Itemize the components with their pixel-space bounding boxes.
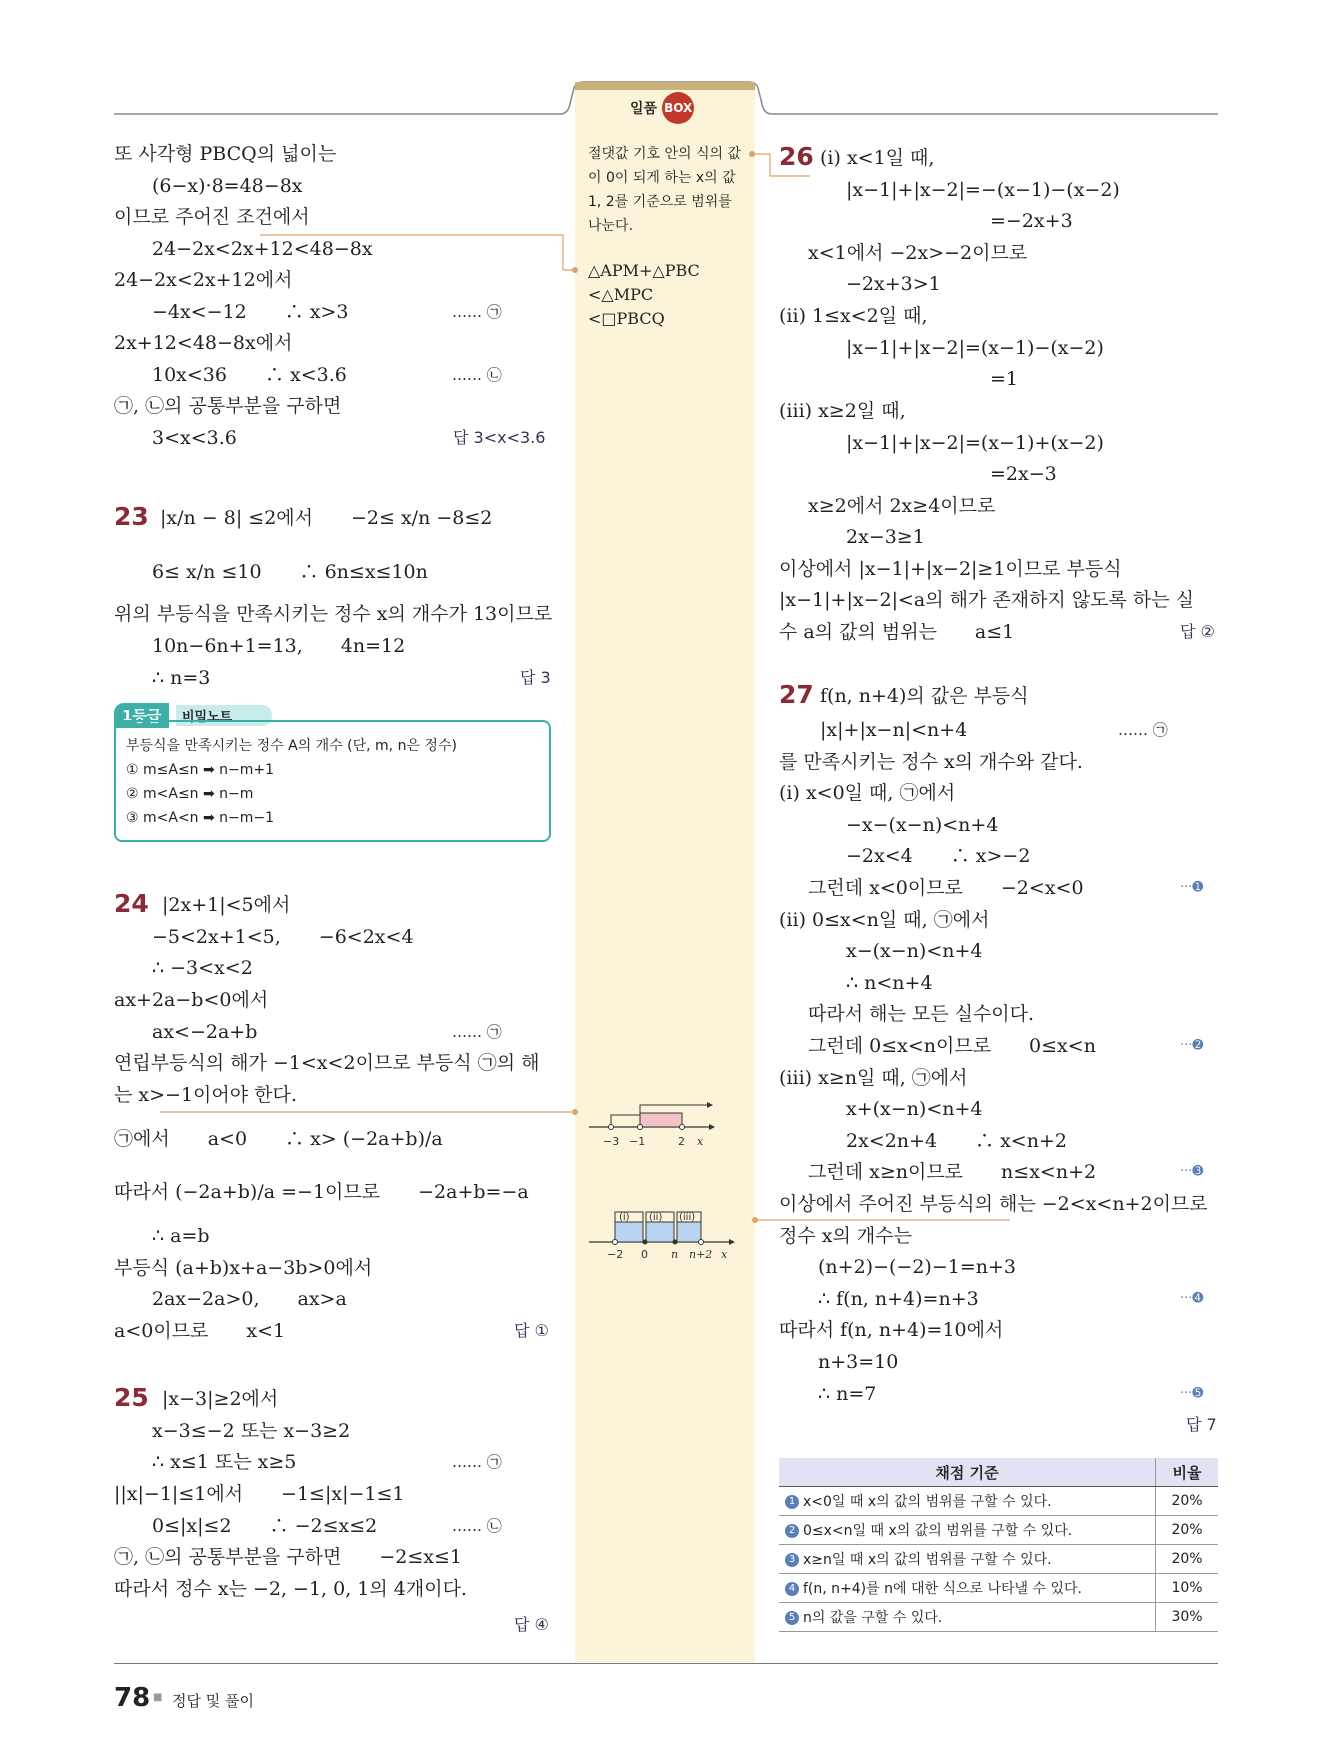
table-row bbox=[779, 1545, 1218, 1574]
q23-line: ∴ n=3 bbox=[152, 667, 211, 689]
q22-line: (6−x)·8=48−8x bbox=[152, 175, 303, 197]
q24-line: ax+2a−b<0에서 bbox=[114, 989, 269, 1011]
q23-line: 10n−6n+1=13, 4n=12 bbox=[152, 635, 406, 657]
q24-line: a<0이므로 x<1 bbox=[114, 1320, 286, 1342]
nl1-tick: −3 bbox=[603, 1135, 620, 1148]
q27-line: (i) x<0일 때, ㉠에서 bbox=[779, 782, 956, 804]
q23-line: 6≤ x/n ≤10 ∴ 6n≤x≤10n bbox=[152, 561, 428, 583]
note-line: 부등식을 만족시키는 정수 A의 개수 (단, m, n은 정수) bbox=[126, 738, 457, 754]
q26-line: 이상에서 |x−1|+|x−2|≥1이므로 부등식 bbox=[779, 558, 1122, 580]
q26-line: =−2x+3 bbox=[990, 210, 1073, 232]
row-text: n의 값을 구할 수 있다. bbox=[803, 1610, 943, 1626]
q27-line: ∴ n=7 bbox=[818, 1383, 877, 1405]
q27-line: 따라서 해는 모든 실수이다. bbox=[808, 1003, 1035, 1025]
table-row bbox=[779, 1516, 1218, 1545]
q27-line: 따라서 f(n, n+4)=10에서 bbox=[779, 1319, 1004, 1341]
row-number: 1 bbox=[785, 1495, 799, 1509]
q22-tag: …… ㉡ bbox=[452, 366, 502, 384]
q24-number: 24 bbox=[114, 889, 149, 918]
row-pct: 20% bbox=[1156, 1516, 1219, 1545]
row-pct: 20% bbox=[1156, 1545, 1219, 1574]
q26-number: 26 bbox=[779, 142, 814, 171]
q25-line: 따라서 정수 x는 −2, −1, 0, 1의 4개이다. bbox=[114, 1578, 467, 1600]
footer-rule bbox=[114, 1663, 1218, 1664]
row-number: 2 bbox=[785, 1524, 799, 1538]
nl1-tick: x bbox=[697, 1135, 704, 1148]
q22-line: 3<x<3.6 bbox=[152, 427, 237, 449]
row-text: 0≤x<n일 때 x의 값의 범위를 구할 수 있다. bbox=[803, 1523, 1073, 1539]
q24-line: 는 x>−1이어야 한다. bbox=[114, 1084, 297, 1106]
q24-line: |2x+1|<5에서 bbox=[162, 894, 291, 916]
q24-tag: …… ㉠ bbox=[452, 1023, 502, 1041]
scoring-header: 비율 bbox=[1156, 1458, 1219, 1487]
row-pct: 20% bbox=[1156, 1487, 1219, 1516]
q26-line: (i) x<1일 때, bbox=[820, 147, 935, 169]
row-pct: 30% bbox=[1156, 1603, 1219, 1632]
q27-line: 그런데 x<0이므로 −2<x<0 bbox=[808, 877, 1084, 899]
q24-line: 연립부등식의 해가 −1<x<2이므로 부등식 ㉠의 해 bbox=[114, 1052, 540, 1074]
q26-line: −2x+3>1 bbox=[846, 273, 941, 295]
step-marker: ···➊ bbox=[1180, 880, 1204, 895]
mid-note2-line: <□PBCQ bbox=[588, 309, 665, 328]
q22-tag: …… ㉠ bbox=[452, 303, 502, 321]
badge-left: 일품 bbox=[630, 101, 658, 117]
step-marker: ···➌ bbox=[1180, 1164, 1204, 1179]
nl2-label: (ii) bbox=[649, 1212, 663, 1223]
page-number: 78 bbox=[114, 1683, 151, 1713]
row-text: x<0일 때 x의 값의 범위를 구할 수 있다. bbox=[803, 1494, 1052, 1510]
q24-line: ∴ −3<x<2 bbox=[152, 957, 253, 979]
nl2-tick: 0 bbox=[641, 1248, 648, 1260]
mid-note1-line: 이 0이 되게 하는 x의 값 bbox=[588, 170, 736, 186]
mid-note2-line: <△MPC bbox=[588, 285, 654, 304]
q22-line: 24−2x<2x+12에서 bbox=[114, 269, 293, 291]
q27-line: 2x<2n+4 ∴ x<n+2 bbox=[846, 1130, 1067, 1152]
badge-right: BOX bbox=[662, 92, 694, 124]
table-row bbox=[779, 1603, 1218, 1632]
nl1-tick: 2 bbox=[678, 1135, 685, 1148]
q27-line: 이상에서 주어진 부등식의 해는 −2<x<n+2이므로 bbox=[779, 1193, 1208, 1215]
q24-answer: 답 ① bbox=[514, 1321, 549, 1340]
q27-line: (iii) x≥n일 때, ㉠에서 bbox=[779, 1067, 968, 1089]
q23-line: 위의 부등식을 만족시키는 정수 x의 개수가 13이므로 bbox=[114, 603, 553, 625]
q22-line: ㉠, ㉡의 공통부분을 구하면 bbox=[114, 395, 342, 417]
q25-answer: 답 ④ bbox=[514, 1615, 549, 1634]
row-text: x≥n일 때 x의 값의 범위를 구할 수 있다. bbox=[803, 1552, 1052, 1568]
mid-note1-line: 1, 2를 기준으로 범위를 bbox=[588, 194, 732, 210]
note-title: 비밀노트 bbox=[176, 705, 272, 726]
step-marker: ···➍ bbox=[1180, 1291, 1204, 1306]
nl2-tick: n+2 bbox=[689, 1248, 713, 1260]
row-text: f(n, n+4)를 n에 대한 식으로 나타낼 수 있다. bbox=[803, 1581, 1082, 1597]
footer-separator: ■ bbox=[153, 1692, 163, 1703]
q26-answer: 답 ② bbox=[1180, 622, 1215, 641]
note-line: ③ m<A<n ➡ n−m−1 bbox=[126, 810, 275, 826]
q26-line: |x−1|+|x−2|<a의 해가 존재하지 않도록 하는 실 bbox=[779, 589, 1195, 611]
row-number: 3 bbox=[785, 1553, 799, 1567]
number-line-q24 bbox=[585, 1095, 715, 1155]
q22-line: 또 사각형 PBCQ의 넓이는 bbox=[114, 143, 337, 165]
q25-line: 0≤|x|≤2 ∴ −2≤x≤2 bbox=[152, 1515, 378, 1537]
note-badge: 1등급 bbox=[114, 703, 169, 728]
q26-line: (iii) x≥2일 때, bbox=[779, 400, 906, 422]
q27-line: ∴ n<n+4 bbox=[846, 972, 933, 994]
q22-line: 24−2x<2x+12<48−8x bbox=[152, 238, 373, 260]
q27-line: x−(x−n)<n+4 bbox=[846, 940, 983, 962]
q24-line: −5<2x+1<5, −6<2x<4 bbox=[152, 926, 414, 948]
q27-line: (n+2)−(−2)−1=n+3 bbox=[818, 1256, 1016, 1278]
q27-line: 그런데 x≥n이므로 n≤x<n+2 bbox=[808, 1161, 1097, 1183]
mid-note1-line: 나눈다. bbox=[588, 218, 634, 234]
q25-line: ||x|−1|≤1에서 −1≤|x|−1≤1 bbox=[114, 1483, 405, 1505]
table-row bbox=[779, 1487, 1218, 1516]
step-marker: ···➋ bbox=[1180, 1038, 1204, 1053]
q25-tag: …… ㉠ bbox=[452, 1453, 502, 1471]
q26-line: x<1에서 −2x>−2이므로 bbox=[808, 242, 1028, 264]
q22-line: −4x<−12 ∴ x>3 bbox=[152, 301, 349, 323]
nl2-tick: x bbox=[721, 1248, 728, 1260]
q24-line: ∴ a=b bbox=[152, 1225, 210, 1247]
q27-number: 27 bbox=[779, 680, 814, 709]
q26-line: 수 a의 값의 범위는 a≤1 bbox=[779, 621, 1015, 643]
q27-line: 정수 x의 개수는 bbox=[779, 1225, 912, 1247]
q23-number: 23 bbox=[114, 502, 149, 531]
q27-line: (ii) 0≤x<n일 때, ㉠에서 bbox=[779, 909, 990, 931]
q24-line: 따라서 (−2a+b)/a =−1이므로 −2a+b=−a bbox=[114, 1181, 529, 1203]
q26-line: |x−1|+|x−2|=(x−1)+(x−2) bbox=[846, 432, 1104, 454]
mid-note1-line: 절댓값 기호 안의 식의 값 bbox=[588, 146, 742, 162]
q25-line: x−3≤−2 또는 x−3≥2 bbox=[152, 1420, 351, 1442]
q22-line: 2x+12<48−8x에서 bbox=[114, 332, 293, 354]
q27-tag: …… ㉠ bbox=[1118, 721, 1168, 739]
q24-line: 부등식 (a+b)x+a−3b>0에서 bbox=[114, 1257, 373, 1279]
q27-line: x+(x−n)<n+4 bbox=[846, 1098, 983, 1120]
q25-number: 25 bbox=[114, 1383, 149, 1412]
q22-line: 이므로 주어진 조건에서 bbox=[114, 206, 310, 228]
row-number: 5 bbox=[785, 1611, 799, 1625]
nl2-tick: −2 bbox=[607, 1248, 624, 1260]
note-line: ① m≤A≤n ➡ n−m+1 bbox=[126, 762, 275, 778]
q25-line: ∴ x≤1 또는 x≥5 bbox=[152, 1451, 297, 1473]
q26-line: x≥2에서 2x≥4이므로 bbox=[808, 495, 996, 517]
scoring-header: 채점 기준 bbox=[779, 1458, 1156, 1487]
q26-line: =1 bbox=[990, 368, 1019, 390]
q24-line: ㉠에서 a<0 ∴ x> (−2a+b)/a bbox=[114, 1128, 443, 1150]
mid-note2-line: △APM+△PBC bbox=[588, 261, 700, 280]
q27-line: ∴ f(n, n+4)=n+3 bbox=[818, 1288, 979, 1310]
step-marker: ···➎ bbox=[1180, 1386, 1204, 1401]
footer-title: 정답 및 풀이 bbox=[172, 1692, 254, 1710]
q27-line: |x|+|x−n|<n+4 bbox=[820, 719, 968, 741]
q26-line: |x−1|+|x−2|=(x−1)−(x−2) bbox=[846, 337, 1104, 359]
table-row bbox=[779, 1574, 1218, 1603]
row-pct: 10% bbox=[1156, 1574, 1219, 1603]
nl1-tick: −1 bbox=[629, 1135, 646, 1148]
q27-line: 를 만족시키는 정수 x의 개수와 같다. bbox=[779, 751, 1083, 773]
q22-line: 10x<36 ∴ x<3.6 bbox=[152, 364, 347, 386]
q26-line: (ii) 1≤x<2일 때, bbox=[779, 305, 928, 327]
scoring-table bbox=[779, 1458, 1218, 1632]
number-line-q27 bbox=[585, 1200, 735, 1260]
q27-line: 그런데 0≤x<n이므로 0≤x<n bbox=[808, 1035, 1096, 1057]
q25-tag: …… ㉡ bbox=[452, 1517, 502, 1535]
q23-answer: 답 3 bbox=[520, 668, 551, 687]
q27-line: −2x<4 ∴ x>−2 bbox=[846, 845, 1031, 867]
q25-line: |x−3|≥2에서 bbox=[162, 1388, 279, 1410]
q27-line: n+3=10 bbox=[818, 1351, 899, 1373]
q26-line: 2x−3≥1 bbox=[846, 526, 925, 548]
nl2-tick: n bbox=[671, 1248, 679, 1260]
q24-line: 2ax−2a>0, ax>a bbox=[152, 1288, 347, 1310]
nl2-label: (iii) bbox=[679, 1212, 696, 1223]
nl2-label: (i) bbox=[619, 1212, 630, 1223]
q23-line: |x/n − 8| ≤2에서 −2≤ x/n −8≤2 bbox=[160, 507, 493, 529]
q26-line: =2x−3 bbox=[990, 463, 1057, 485]
q25-line: ㉠, ㉡의 공통부분을 구하면 −2≤x≤1 bbox=[114, 1546, 462, 1568]
q26-line: |x−1|+|x−2|=−(x−1)−(x−2) bbox=[846, 179, 1120, 201]
q27-line: −x−(x−n)<n+4 bbox=[846, 814, 999, 836]
row-number: 4 bbox=[785, 1582, 799, 1596]
q27-line: f(n, n+4)의 값은 부등식 bbox=[820, 685, 1029, 707]
q24-line: ax<−2a+b bbox=[152, 1021, 258, 1043]
q22-answer: 답 3<x<3.6 bbox=[453, 428, 546, 447]
note-line: ② m<A≤n ➡ n−m bbox=[126, 786, 254, 802]
q27-answer: 답 7 bbox=[1186, 1415, 1217, 1434]
